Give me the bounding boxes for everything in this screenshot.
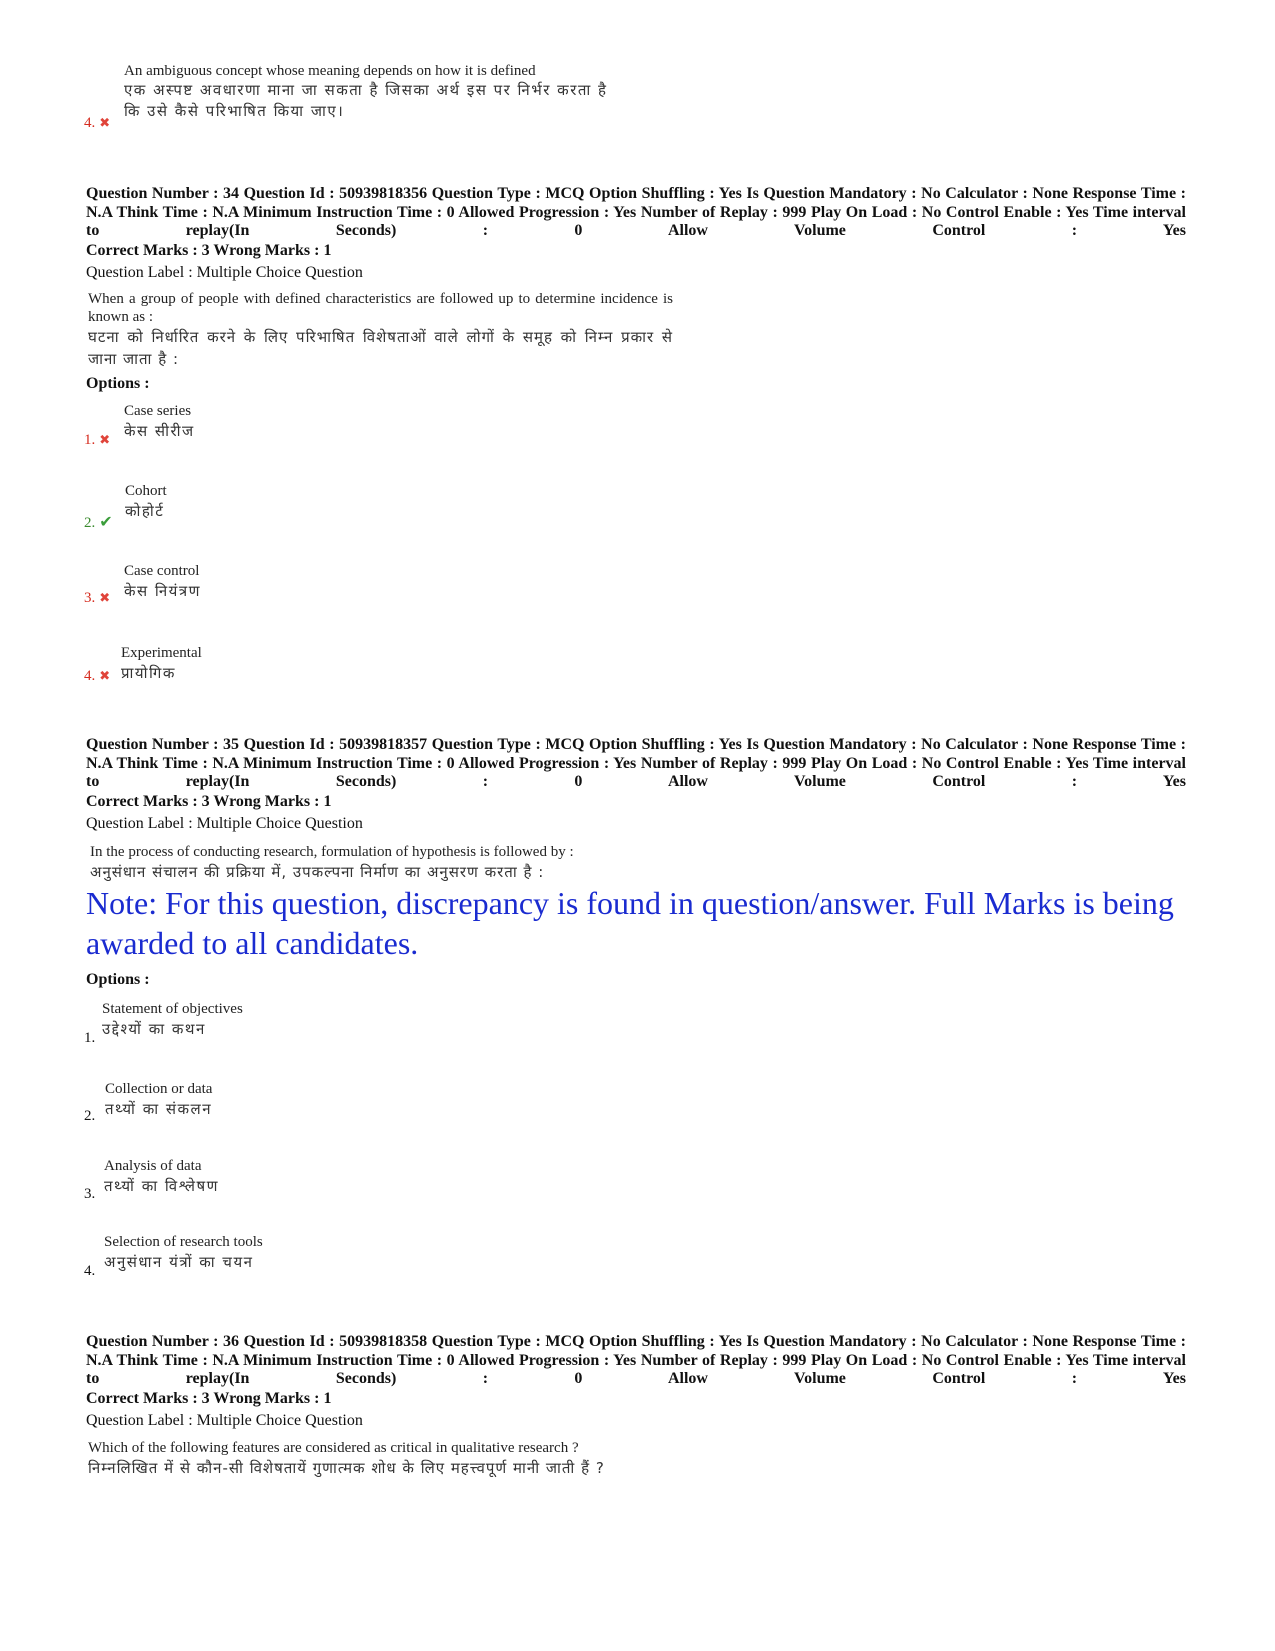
option-text: Experimental bbox=[121, 645, 202, 661]
option-number bbox=[84, 512, 113, 532]
cross-icon: ✖ bbox=[99, 591, 111, 606]
option-hindi: उद्देश्यों का कथन bbox=[102, 1020, 206, 1038]
option-number-label: 4. bbox=[84, 668, 96, 684]
option-number bbox=[84, 590, 110, 607]
option-hindi: केस नियंत्रण bbox=[124, 582, 201, 600]
option-number-label: 3. bbox=[84, 590, 96, 606]
question-marks: Correct Marks : 3 Wrong Marks : 1 bbox=[86, 1390, 332, 1407]
option-number bbox=[84, 432, 110, 449]
question-english: When a group of people with defined characteristics are followed up to determine incidence is known as : bbox=[88, 291, 673, 325]
question-text bbox=[90, 843, 650, 883]
option-number bbox=[84, 115, 110, 132]
question-english: In the process of conducting research, formulation of hypothesis is followed by : bbox=[90, 844, 574, 860]
question-text bbox=[88, 290, 673, 370]
option-text: Statement of objectives bbox=[102, 1001, 243, 1017]
option-number bbox=[84, 668, 110, 685]
cross-icon: ✖ bbox=[99, 669, 111, 684]
option-text: Cohort bbox=[125, 483, 167, 499]
option-hindi: कोहोर्ट bbox=[125, 502, 165, 520]
option-text: Case control bbox=[124, 563, 200, 579]
question-label: Question Label : Multiple Choice Question bbox=[86, 264, 363, 281]
option-hindi: तथ्यों का विश्लेषण bbox=[104, 1177, 219, 1195]
option-number: 1. bbox=[84, 1030, 96, 1046]
option-hindi: कि उसे कैसे परिभाषित किया जाए। bbox=[124, 102, 345, 120]
question-hindi: घटना को निर्धारित करने के लिए परिभाषित विशेषताओं वाले लोगों के समूह को निम्न प्रकार से जाना जाता है : bbox=[88, 328, 673, 368]
question-meta: Question Number : 36 Question Id : 50939818358 Question Type : MCQ Option Shuffling : Yes Is Question Mandatory : No Calculator : None Response Time : N.A Think Time : N.A Minimum Instruction Time : 0 Allowed Progression : Yes Number of Replay : 999 Play On Load : No Control Enable : Yes Time interval to replay(In Seconds) : 0 Allow Volume Control : Yes bbox=[86, 1333, 1186, 1387]
cross-icon: ✖ bbox=[99, 433, 111, 448]
option-text: An ambiguous concept whose meaning depends on how it is defined bbox=[124, 63, 536, 79]
cross-icon: ✖ bbox=[99, 116, 111, 131]
option-number-label: 1. bbox=[84, 432, 96, 448]
discrepancy-note: Note: For this question, discrepancy is found in question/answer. Full Marks is being awarded to all candidates. bbox=[86, 885, 1174, 961]
question-label: Question Label : Multiple Choice Question bbox=[86, 1412, 363, 1429]
question-english: Which of the following features are considered as critical in qualitative research ? bbox=[88, 1440, 579, 1456]
options-heading: Options : bbox=[86, 375, 150, 392]
option-number-label: 2. bbox=[84, 515, 96, 531]
question-hindi: अनुसंधान संचालन की प्रक्रिया में, उपकल्पना निर्माण का अनुसरण करता है : bbox=[90, 863, 545, 881]
option-text: Collection or data bbox=[105, 1081, 213, 1097]
option-text: Selection of research tools bbox=[104, 1234, 263, 1250]
option-hindi: केस सीरीज bbox=[124, 422, 195, 440]
option-text: Case series bbox=[124, 403, 192, 419]
question-label: Question Label : Multiple Choice Question bbox=[86, 815, 363, 832]
question-hindi: निम्नलिखित में से कौन-सी विशेषतायें गुणात्मक शोध के लिए महत्त्वपूर्ण मानी जाती हैं ? bbox=[88, 1459, 605, 1477]
question-marks: Correct Marks : 3 Wrong Marks : 1 bbox=[86, 793, 332, 810]
question-meta: Question Number : 34 Question Id : 50939818356 Question Type : MCQ Option Shuffling : Yes Is Question Mandatory : No Calculator : None Response Time : N.A Think Time : N.A Minimum Instruction Time : 0 Allowed Progression : Yes Number of Replay : 999 Play On Load : No Control Enable : Yes Time interval to replay(In Seconds) : 0 Allow Volume Control : Yes bbox=[86, 185, 1186, 239]
option-hindi: प्रायोगिक bbox=[121, 664, 176, 682]
question-meta: Question Number : 35 Question Id : 50939818357 Question Type : MCQ Option Shuffling : Yes Is Question Mandatory : No Calculator : None Response Time : N.A Think Time : N.A Minimum Instruction Time : 0 Allowed Progression : Yes Number of Replay : 999 Play On Load : No Control Enable : Yes Time interval to replay(In Seconds) : 0 Allow Volume Control : Yes bbox=[86, 736, 1186, 790]
option-number: 4. bbox=[84, 1263, 96, 1279]
option-number: 3. bbox=[84, 1186, 96, 1202]
options-heading: Options : bbox=[86, 971, 150, 988]
option-text: Analysis of data bbox=[104, 1158, 202, 1174]
option-number-label: 4. bbox=[84, 115, 96, 131]
option-hindi: एक अस्पष्ट अवधारणा माना जा सकता है जिसका अर्थ इस पर निर्भर करता है bbox=[124, 81, 608, 99]
option-hindi: तथ्यों का संकलन bbox=[105, 1100, 213, 1118]
question-marks: Correct Marks : 3 Wrong Marks : 1 bbox=[86, 242, 332, 259]
check-icon: ✔ bbox=[99, 512, 113, 531]
option-hindi: अनुसंधान यंत्रों का चयन bbox=[104, 1253, 254, 1271]
question-text bbox=[88, 1439, 676, 1479]
option-number: 2. bbox=[84, 1108, 96, 1124]
